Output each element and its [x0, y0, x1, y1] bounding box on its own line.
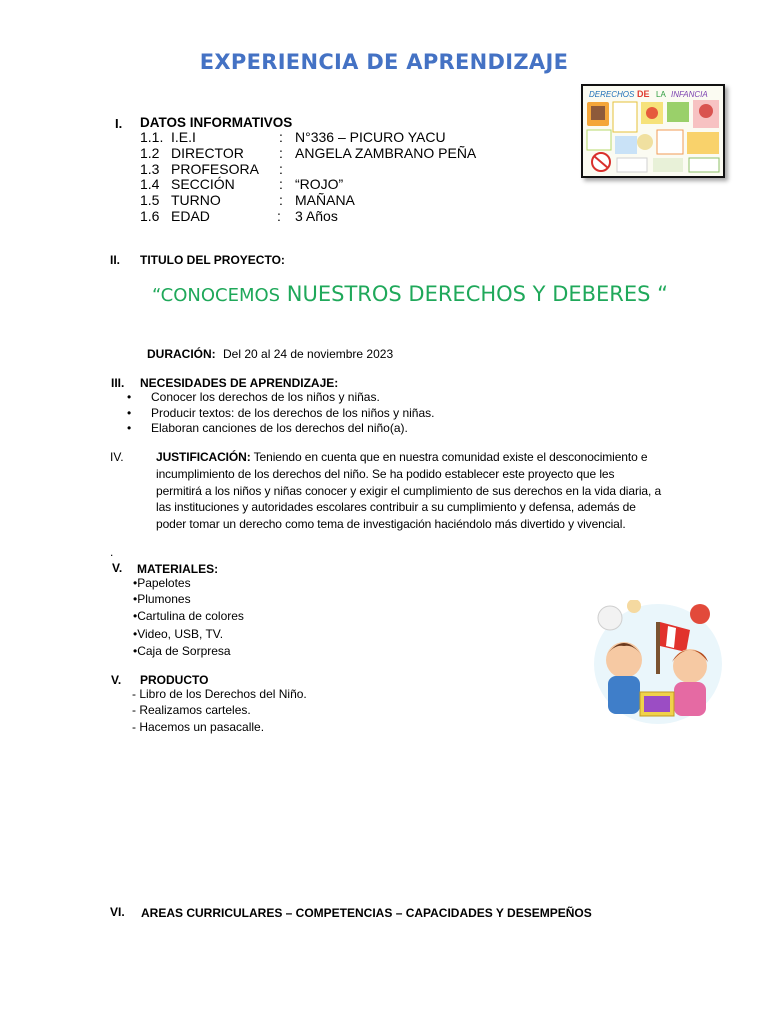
justification-text: Teniendo en cuenta que en nuestra comunidad existe el desconocimiento e incumplimiento de los derechos del niño. Se ha podido establecer este proyecto que les permitirá a los niños y niñas conocer y exigir el cumplimiento de sus derechos en la vida diaria, a las instituciones y autoridades escolares contribuir a su cumplimiento y defensa, además de poder tomar un derecho como tema de investigación haciéndolo más divertido y vivencial.	[156, 450, 662, 532]
info-row-label: TURNO	[171, 192, 221, 208]
list-bullet: •	[127, 390, 132, 404]
list-item: - Hacemos un pasacalle.	[132, 720, 265, 734]
list-item: •Cartulina de colores	[133, 609, 244, 623]
duration-value: Del 20 al 24 de noviembre 2023	[223, 347, 394, 361]
justification-label: JUSTIFICACIÓN:	[156, 450, 251, 464]
section-5b-heading: PRODUCTO	[140, 673, 209, 687]
list-bullet: •	[133, 609, 138, 623]
info-row-separator: :	[279, 176, 283, 192]
info-row-label: I.E.I	[171, 129, 196, 145]
poster-banner-2: DE	[637, 89, 650, 99]
project-title-rest: NUESTROS DERECHOS Y DEBERES “	[286, 282, 669, 306]
info-row-number: 1.6	[140, 208, 160, 224]
info-row-number: 1.5	[140, 192, 160, 208]
info-row-value: N°336 – PICURO YACU	[295, 129, 446, 145]
poster-banner-4: INFANCIA	[671, 90, 708, 99]
section-2-number: II.	[110, 253, 121, 267]
list-bullet: •	[127, 421, 132, 435]
justification-paragraph	[156, 449, 662, 533]
children-flag-illustration	[594, 600, 722, 724]
info-row-separator: :	[279, 192, 283, 208]
info-row-label: SECCIÓN	[171, 176, 235, 192]
list-item: •Plumones	[133, 592, 191, 606]
info-row-turno	[0, 193, 700, 208]
page-title: EXPERIENCIA DE APRENDIZAJE	[199, 50, 569, 74]
info-row-label: DIRECTOR	[171, 145, 244, 161]
info-row-separator: :	[279, 129, 283, 145]
list-bullet: •	[133, 644, 138, 658]
section-3-heading: NECESIDADES DE APRENDIZAJE:	[140, 376, 339, 390]
poster-banner-1: DERECHOS	[589, 90, 635, 99]
list-item: Producir textos: de los derechos de los niños y niñas.	[151, 406, 435, 420]
info-row-number: 1.1.	[140, 129, 164, 145]
children-graphic	[594, 600, 722, 724]
section-5-number: V.	[112, 561, 123, 575]
info-row-label: EDAD	[171, 208, 210, 224]
list-bullet: •	[133, 576, 138, 590]
info-row-separator: :	[279, 161, 283, 177]
section-5b-number: V.	[111, 673, 122, 687]
info-row-number: 1.4	[140, 176, 160, 192]
list-bullet: •	[133, 592, 138, 606]
info-row-director	[0, 146, 700, 161]
section-1-number: I.	[115, 116, 123, 131]
list-item: •Video, USB, TV.	[133, 627, 224, 641]
section-2-heading: TITULO DEL PROYECTO:	[140, 253, 285, 267]
list-item: Elaboran canciones de los derechos del niño(a).	[151, 421, 408, 435]
info-row-value: MAÑANA	[295, 192, 355, 208]
info-row-label: PROFESORA	[171, 161, 259, 177]
section-6-number: VI.	[110, 905, 125, 919]
list-bullet: •	[127, 406, 132, 420]
list-item: - Realizamos carteles.	[132, 703, 251, 717]
list-item: •Papelotes	[133, 576, 191, 590]
info-row-profesora	[0, 162, 700, 177]
list-bullet: •	[133, 627, 138, 641]
poster-banner-3: LA	[656, 90, 666, 99]
info-row-value: “ROJO”	[295, 176, 344, 192]
materials-list	[0, 575, 500, 665]
info-row-separator: :	[279, 145, 283, 161]
section-1-heading: DATOS INFORMATIVOS	[140, 115, 293, 130]
info-row-seccion	[0, 177, 700, 192]
info-row-edad	[0, 209, 700, 224]
stray-dot: .	[110, 545, 114, 559]
section-3-number: III.	[111, 376, 125, 390]
info-row-value: 3 Años	[295, 208, 338, 224]
section-6-heading: AREAS CURRICULARES – COMPETENCIAS – CAPACIDADES Y DESEMPEÑOS	[141, 906, 592, 920]
info-row-value: ANGELA ZAMBRANO PEÑA	[295, 145, 477, 161]
info-row-number: 1.3	[140, 161, 160, 177]
info-row-separator: :	[277, 208, 281, 224]
section-4-number: IV.	[110, 450, 124, 464]
duration-label: DURACIÓN:	[147, 347, 216, 361]
info-row-number: 1.2	[140, 145, 160, 161]
project-title-open: “CONOCEMOS	[151, 285, 281, 306]
list-item: Conocer los derechos de los niños y niñas.	[151, 390, 380, 404]
section-5-heading: MATERIALES:	[137, 562, 219, 576]
learning-needs-list	[0, 390, 700, 440]
project-title	[140, 281, 680, 309]
list-item: - Libro de los Derechos del Niño.	[132, 687, 307, 701]
info-row-iei	[0, 130, 700, 145]
list-item: •Caja de Sorpresa	[133, 644, 231, 658]
